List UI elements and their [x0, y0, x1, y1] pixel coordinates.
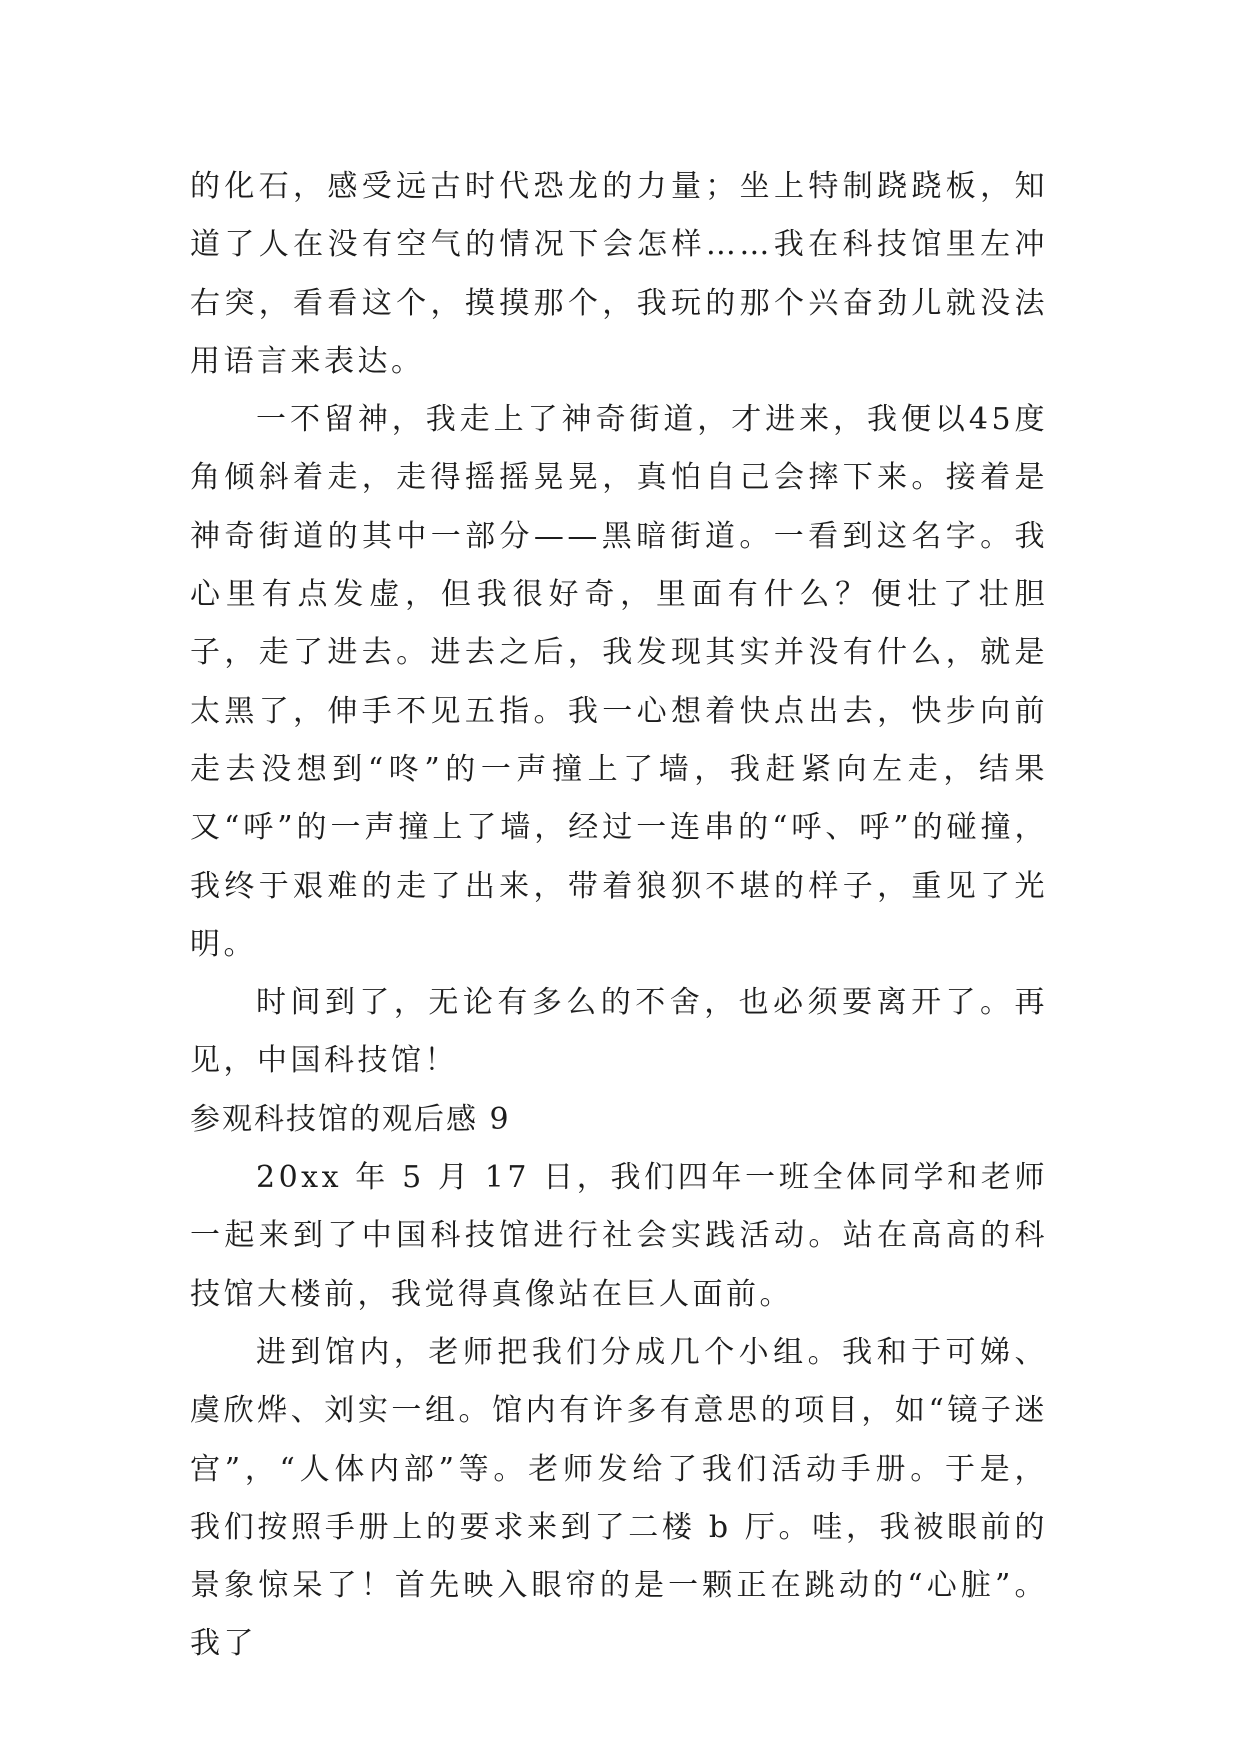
document-body: [190, 158, 1048, 1674]
paragraph-farewell: 时间到了，无论有多么的不舍，也必须要离开了。再见，中国科技馆！: [190, 985, 1048, 1079]
section-heading: 参观科技馆的观后感 9: [190, 1101, 511, 1137]
paragraph-magic-street: 一不留神，我走上了神奇街道，才进来，我便以45度角倾斜着走，走得摇摇晃晃，真怕自己会摔下来。接着是神奇街道的其中一部分——黑暗街道。一看到这名字。我心里有点发虚，但我很好奇，里面有什么？便壮了壮胆子，走了进去。进去之后，我发现其实并没有什么，就是太黑了，伸手不见五指。我一心想着快点出去，快步向前走去没想到“咚”的一声撞上了墙，我赶紧向左走，结果又“呼”的一声撞上了墙，经过一连串的“呼、呼”的碰撞，我终于艰难的走了出来，带着狼狈不堪的样子，重见了光明。: [190, 402, 1048, 962]
paragraph-groups: 进到馆内，老师把我们分成几个小组。我和于可娣、虞欣烨、刘实一组。馆内有许多有意思的项目，如“镜子迷宫”，“人体内部”等。老师发给了我们活动手册。于是，我们按照手册上的要求来到了二楼 b 厅。哇，我被眼前的景象惊呆了！首先映入眼帘的是一颗正在跳动的“心脏”。我了: [190, 1334, 1048, 1662]
paragraph-visit-date: 20xx 年 5 月 17 日，我们四年一班全体同学和老师一起来到了中国科技馆进行社会实践活动。站在高高的科技馆大楼前，我觉得真像站在巨人面前。: [190, 1160, 1048, 1312]
paragraph-dinosaur-fossil: 的化石，感受远古时代恐龙的力量；坐上特制跷跷板，知道了人在没有空气的情况下会怎样……我在科技馆里左冲右突，看看这个，摸摸那个，我玩的那个兴奋劲儿就没法用语言来表达。: [190, 169, 1048, 379]
